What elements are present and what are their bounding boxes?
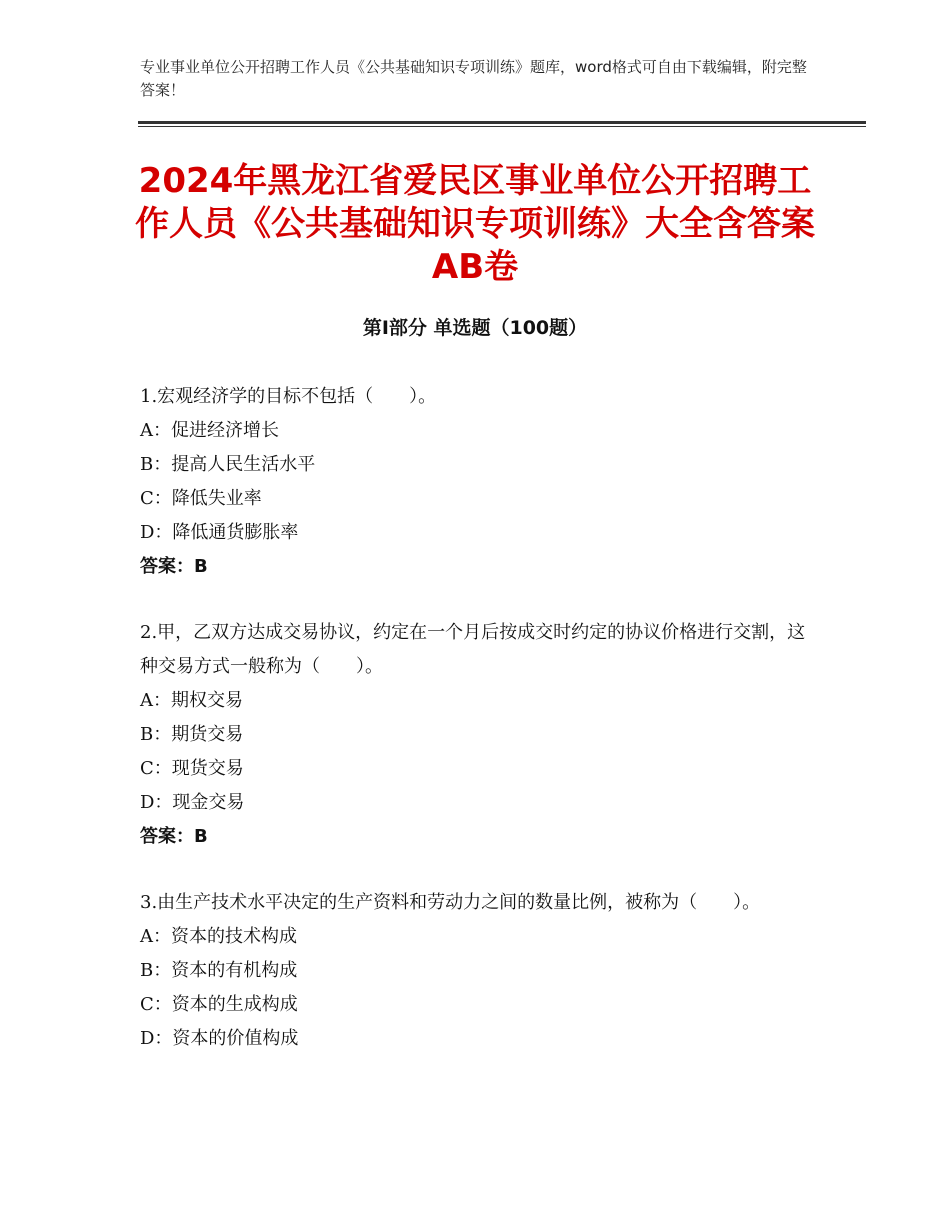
option-a: A：期权交易	[140, 690, 243, 711]
section-title: 第Ⅰ部分 单选题（100题）	[362, 317, 588, 339]
question-2	[140, 616, 820, 854]
question-3	[140, 886, 820, 1056]
header-rule-thin	[138, 126, 866, 127]
answer-line: 答案：B	[140, 556, 208, 577]
question-stem: 3.由生产技术水平决定的生产资料和劳动力之间的数量比例，被称为（ ）。	[140, 892, 761, 913]
option-a: A：资本的技术构成	[140, 926, 297, 947]
option-c: C：降低失业率	[140, 488, 262, 509]
option-d: D：现金交易	[140, 792, 245, 813]
option-b: B：资本的有机构成	[140, 960, 298, 981]
question-stem: 2.甲，乙双方达成交易协议，约定在一个月后按成交时约定的协议价格进行交割，这种交易方式一般称为（ ）。	[140, 622, 806, 677]
question-1	[140, 380, 820, 584]
option-c: C：现货交易	[140, 758, 244, 779]
answer-line: 答案：B	[140, 826, 208, 847]
document-title: 2024年黑龙江省爱民区事业单位公开招聘工作人员《公共基础知识专项训练》大全含答案AB卷	[135, 161, 815, 287]
option-d: D：降低通货膨胀率	[140, 522, 299, 543]
header-rule-thick	[138, 121, 866, 124]
option-b: B：期货交易	[140, 724, 244, 745]
option-d: D：资本的价值构成	[140, 1028, 299, 1049]
header-note: 专业事业单位公开招聘工作人员《公共基础知识专项训练》题库，word格式可自由下载编辑，附完整答案！	[140, 58, 807, 99]
option-c: C：资本的生成构成	[140, 994, 298, 1015]
option-b: B：提高人民生活水平	[140, 454, 316, 475]
option-a: A：促进经济增长	[140, 420, 279, 441]
question-list	[140, 380, 820, 1088]
question-stem: 1.宏观经济学的目标不包括（ ）。	[140, 386, 437, 407]
